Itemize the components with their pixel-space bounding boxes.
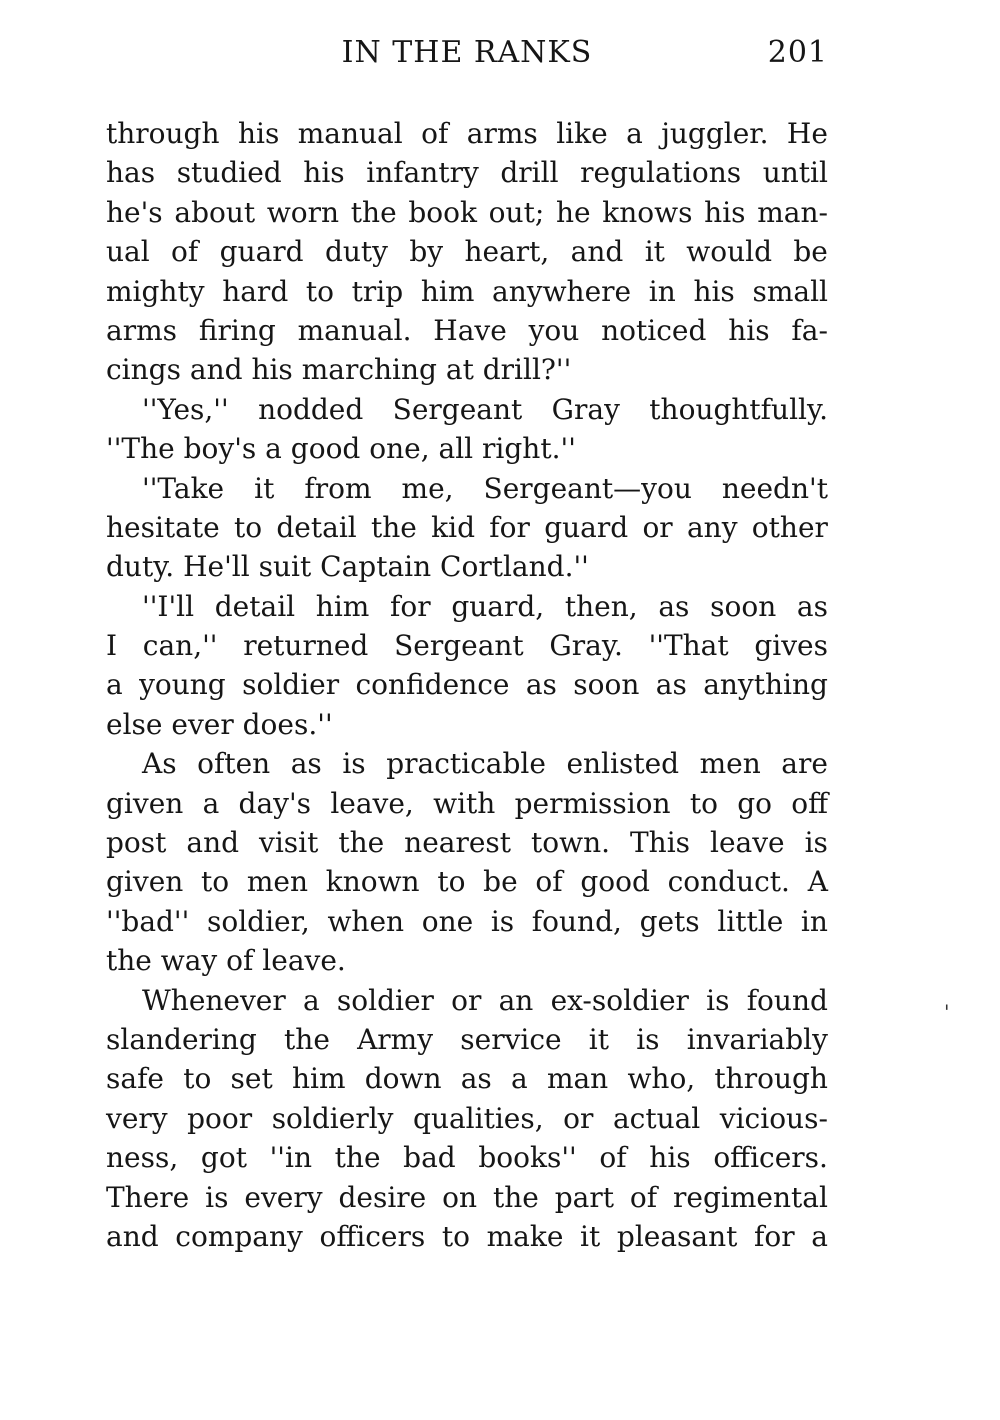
word: studied bbox=[176, 156, 282, 190]
word: with bbox=[433, 786, 496, 820]
word: at bbox=[445, 353, 474, 387]
word: There bbox=[106, 1180, 190, 1214]
word: heart, bbox=[464, 235, 550, 269]
word: and bbox=[186, 826, 240, 860]
word: and bbox=[189, 353, 243, 387]
word: the bbox=[338, 826, 385, 860]
word: He'll bbox=[183, 550, 250, 584]
word: manual. bbox=[297, 313, 412, 347]
word: in bbox=[800, 904, 828, 938]
word: his bbox=[704, 195, 746, 229]
word: by bbox=[409, 235, 444, 269]
word: confidence bbox=[355, 668, 510, 702]
word: as bbox=[655, 668, 687, 702]
word: service bbox=[460, 1022, 562, 1056]
word: suit bbox=[258, 550, 312, 584]
text-line bbox=[106, 272, 828, 311]
body-text bbox=[106, 114, 828, 1256]
word: or bbox=[451, 983, 482, 1017]
word: it bbox=[644, 235, 665, 269]
word: leave bbox=[710, 826, 785, 860]
word: anything bbox=[703, 668, 828, 702]
word: through bbox=[714, 1062, 828, 1096]
text-line bbox=[106, 626, 828, 665]
word: are bbox=[781, 747, 828, 781]
word: needn't bbox=[721, 471, 828, 505]
word: actual bbox=[612, 1101, 701, 1135]
word: town. bbox=[531, 826, 611, 860]
word: given bbox=[106, 865, 184, 899]
word: has bbox=[106, 156, 156, 190]
word: Gray bbox=[551, 392, 620, 426]
word: of bbox=[629, 1180, 658, 1214]
word: the bbox=[106, 944, 152, 978]
word: ''Take bbox=[142, 471, 225, 505]
word: is bbox=[205, 1180, 229, 1214]
word: a bbox=[265, 432, 282, 466]
word: soldier bbox=[336, 983, 434, 1017]
word: regulations bbox=[580, 156, 742, 190]
word: conduct. bbox=[667, 865, 790, 899]
word: company bbox=[175, 1219, 303, 1253]
text-line bbox=[106, 114, 828, 153]
word: returned bbox=[243, 629, 369, 663]
word: book bbox=[408, 195, 477, 229]
word: nearest bbox=[404, 826, 512, 860]
word: Whenever bbox=[142, 983, 286, 1017]
word: pleasant bbox=[616, 1219, 738, 1253]
word: permission bbox=[514, 786, 671, 820]
word: every bbox=[244, 1180, 323, 1214]
word: manual bbox=[297, 117, 403, 150]
word: arms bbox=[106, 313, 177, 347]
word: of bbox=[421, 117, 449, 150]
word: to bbox=[437, 865, 466, 899]
word: Sergeant bbox=[392, 392, 523, 426]
word: in bbox=[648, 274, 676, 308]
word: Sergeant bbox=[394, 629, 524, 663]
word: drill?'' bbox=[482, 353, 572, 387]
word: a bbox=[302, 983, 320, 1017]
running-head bbox=[106, 30, 828, 76]
word: make bbox=[486, 1219, 564, 1253]
word: soon bbox=[573, 668, 640, 702]
word: soldier bbox=[242, 668, 340, 702]
word: regimental bbox=[673, 1180, 828, 1214]
word: visit bbox=[259, 826, 319, 860]
word: he bbox=[555, 195, 591, 229]
word: man bbox=[546, 1062, 609, 1096]
word: boy's bbox=[183, 432, 257, 466]
word: mighty bbox=[106, 274, 205, 308]
word: As bbox=[142, 747, 177, 781]
word: a bbox=[106, 668, 123, 702]
word: guard bbox=[544, 510, 629, 544]
word: any bbox=[686, 510, 738, 544]
word: men bbox=[246, 865, 309, 899]
word: off bbox=[791, 786, 828, 820]
word: often bbox=[197, 747, 271, 781]
word: guard bbox=[219, 235, 304, 269]
text-line bbox=[106, 1178, 828, 1217]
word: cings bbox=[106, 353, 181, 387]
word: men bbox=[699, 747, 761, 781]
word: poor bbox=[187, 1101, 253, 1135]
word: man- bbox=[757, 195, 828, 229]
word: it bbox=[580, 1219, 601, 1253]
word: leave. bbox=[262, 944, 346, 978]
word: little bbox=[717, 904, 784, 938]
word: found, bbox=[531, 904, 622, 938]
word: him bbox=[315, 589, 370, 623]
word: who, bbox=[627, 1062, 696, 1096]
word: Have bbox=[433, 313, 507, 347]
word: or bbox=[642, 510, 673, 544]
text-line bbox=[106, 1138, 828, 1177]
word: for bbox=[754, 1219, 795, 1253]
word: books'' bbox=[478, 1141, 577, 1175]
word: to bbox=[441, 1219, 470, 1253]
word: nodded bbox=[258, 392, 364, 426]
word: the bbox=[371, 510, 417, 544]
word: the bbox=[284, 1022, 330, 1056]
word: desire bbox=[338, 1180, 427, 1214]
word: juggler. bbox=[661, 117, 769, 150]
word: his bbox=[728, 313, 770, 347]
word: invariably bbox=[686, 1022, 828, 1056]
word: a bbox=[202, 786, 220, 820]
word: drill bbox=[500, 156, 559, 190]
word: a bbox=[811, 1219, 828, 1253]
word: to bbox=[689, 786, 718, 820]
word: other bbox=[751, 510, 828, 544]
word: ual bbox=[106, 235, 150, 269]
text-line bbox=[106, 941, 828, 980]
stray-mark: ' bbox=[944, 1000, 950, 1024]
word: qualities, bbox=[413, 1101, 544, 1135]
text-line bbox=[106, 705, 828, 744]
word: or bbox=[563, 1101, 594, 1135]
word: for bbox=[489, 510, 530, 544]
word: to bbox=[201, 865, 230, 899]
word: of bbox=[226, 944, 254, 978]
word: ''That bbox=[648, 629, 729, 663]
word: else bbox=[106, 707, 163, 741]
word: Army bbox=[357, 1022, 434, 1056]
running-title: IN THE RANKS bbox=[341, 35, 593, 70]
word: A bbox=[807, 865, 828, 899]
text-line bbox=[106, 429, 828, 468]
text-line bbox=[106, 1020, 828, 1059]
word: be bbox=[793, 235, 828, 269]
word: guard, bbox=[451, 589, 545, 623]
word: when bbox=[327, 904, 405, 938]
word: as bbox=[525, 668, 557, 702]
word: and bbox=[106, 1219, 159, 1253]
word: him bbox=[291, 1062, 346, 1096]
word: given bbox=[106, 786, 184, 820]
word: fa- bbox=[791, 313, 828, 347]
word: a bbox=[511, 1062, 528, 1096]
word: him bbox=[420, 274, 475, 308]
text-line bbox=[106, 823, 828, 862]
word: is bbox=[636, 1022, 660, 1056]
word: for bbox=[390, 589, 431, 623]
word: you bbox=[528, 313, 580, 347]
word: as bbox=[796, 589, 828, 623]
page-number: 201 bbox=[767, 35, 828, 70]
word: be bbox=[483, 865, 518, 899]
word: the bbox=[350, 195, 397, 229]
word: way bbox=[160, 944, 218, 978]
word: soldierly bbox=[271, 1101, 394, 1135]
text-line bbox=[106, 665, 828, 704]
word: good bbox=[290, 432, 361, 466]
word: ''in bbox=[269, 1141, 312, 1175]
word: the bbox=[492, 1180, 539, 1214]
word: hesitate bbox=[106, 510, 220, 544]
word: enlisted bbox=[566, 747, 680, 781]
word: of bbox=[171, 235, 199, 269]
word: as bbox=[290, 747, 322, 781]
word: small bbox=[752, 274, 828, 308]
word: worn bbox=[266, 195, 340, 229]
word: knows bbox=[602, 195, 693, 229]
text-line bbox=[106, 469, 828, 508]
text-line bbox=[106, 981, 828, 1020]
word: is bbox=[804, 826, 828, 860]
word: duty. bbox=[106, 550, 175, 584]
word: found bbox=[746, 983, 828, 1017]
word: as bbox=[658, 589, 690, 623]
word: to bbox=[305, 274, 335, 308]
word: ''I'll bbox=[142, 589, 195, 623]
word: young bbox=[139, 668, 226, 702]
text-line bbox=[106, 232, 828, 271]
word: part bbox=[554, 1180, 614, 1214]
word: out; bbox=[488, 195, 545, 229]
word: he's bbox=[106, 195, 163, 229]
word: as bbox=[460, 1062, 492, 1096]
word: noticed bbox=[601, 313, 707, 347]
word: soon bbox=[710, 589, 777, 623]
word: on bbox=[442, 1180, 478, 1214]
word: kid bbox=[431, 510, 476, 544]
text-line bbox=[106, 902, 828, 941]
word: like bbox=[556, 117, 608, 150]
word: soldier, bbox=[206, 904, 310, 938]
word: go bbox=[737, 786, 772, 820]
word: infantry bbox=[366, 156, 479, 190]
text-line bbox=[106, 1059, 828, 1098]
word: it bbox=[254, 471, 275, 505]
word: it bbox=[588, 1022, 610, 1056]
text-line bbox=[106, 508, 828, 547]
word: ''Yes,'' bbox=[142, 392, 229, 426]
word: gets bbox=[639, 904, 700, 938]
word: ''The bbox=[106, 432, 175, 466]
word: good bbox=[580, 865, 650, 899]
word: to bbox=[233, 510, 263, 544]
word: marching bbox=[301, 353, 437, 387]
word: his bbox=[303, 156, 345, 190]
word: Cortland.'' bbox=[440, 550, 589, 584]
word: ex-soldier bbox=[550, 983, 689, 1017]
word: duty bbox=[324, 235, 388, 269]
word: is bbox=[342, 747, 366, 781]
word: slandering bbox=[106, 1022, 257, 1056]
word: very bbox=[106, 1101, 168, 1135]
text-line bbox=[106, 784, 828, 823]
text-line bbox=[106, 193, 828, 232]
word: ever bbox=[171, 707, 234, 741]
word: officers bbox=[319, 1219, 426, 1253]
text-line bbox=[106, 587, 828, 626]
text-line bbox=[106, 311, 828, 350]
word: hard bbox=[222, 274, 289, 308]
word: one bbox=[421, 904, 474, 938]
word: leave, bbox=[330, 786, 414, 820]
word: the bbox=[334, 1141, 381, 1175]
word: is bbox=[490, 904, 515, 938]
word: until bbox=[762, 156, 828, 190]
word: of bbox=[535, 865, 563, 899]
word: trip bbox=[351, 274, 404, 308]
text-line bbox=[106, 1217, 828, 1256]
word: can,'' bbox=[142, 629, 218, 663]
word: and bbox=[570, 235, 624, 269]
word: all bbox=[438, 432, 474, 466]
word: gives bbox=[754, 629, 828, 663]
text-line bbox=[106, 862, 828, 901]
word: his bbox=[251, 353, 293, 387]
word: Sergeant—you bbox=[483, 471, 692, 505]
text-line bbox=[106, 744, 828, 783]
word: a bbox=[626, 117, 643, 150]
text-line bbox=[106, 153, 828, 192]
word: then, bbox=[564, 589, 638, 623]
word: thoughtfully. bbox=[649, 392, 828, 426]
word: about bbox=[174, 195, 256, 229]
word: an bbox=[498, 983, 534, 1017]
word: one, bbox=[369, 432, 430, 466]
word: safe bbox=[106, 1062, 164, 1096]
word: detail bbox=[276, 510, 357, 544]
word: is bbox=[706, 983, 730, 1017]
word: to bbox=[183, 1062, 212, 1096]
word: day's bbox=[238, 786, 312, 820]
word: down bbox=[364, 1062, 442, 1096]
word: anywhere bbox=[492, 274, 632, 308]
word: firing bbox=[198, 313, 276, 347]
text-line bbox=[106, 390, 828, 429]
text-line bbox=[106, 350, 828, 389]
word: Captain bbox=[320, 550, 432, 584]
word: ''bad'' bbox=[106, 904, 190, 938]
word: got bbox=[200, 1141, 247, 1175]
word: practicable bbox=[386, 747, 546, 781]
word: his bbox=[237, 117, 280, 150]
text-line bbox=[106, 547, 828, 586]
word: detail bbox=[214, 589, 296, 623]
word: would bbox=[686, 235, 773, 269]
word: does.'' bbox=[242, 707, 333, 741]
word: his bbox=[649, 1141, 691, 1175]
word: his bbox=[693, 274, 735, 308]
word: right.'' bbox=[482, 432, 576, 466]
word: me, bbox=[401, 471, 454, 505]
text-line bbox=[106, 1099, 828, 1138]
word: arms bbox=[466, 117, 538, 150]
word: officers. bbox=[713, 1141, 828, 1175]
word: This bbox=[629, 826, 691, 860]
word: through bbox=[106, 117, 220, 150]
word: from bbox=[304, 471, 372, 505]
word: Gray. bbox=[549, 629, 623, 663]
word: I bbox=[106, 629, 118, 663]
word: ness, bbox=[106, 1141, 179, 1175]
word: set bbox=[230, 1062, 273, 1096]
word: known bbox=[325, 865, 420, 899]
word: post bbox=[106, 826, 167, 860]
word: He bbox=[786, 117, 828, 150]
word: vicious- bbox=[719, 1101, 828, 1135]
word: of bbox=[599, 1141, 627, 1175]
word: bad bbox=[403, 1141, 456, 1175]
